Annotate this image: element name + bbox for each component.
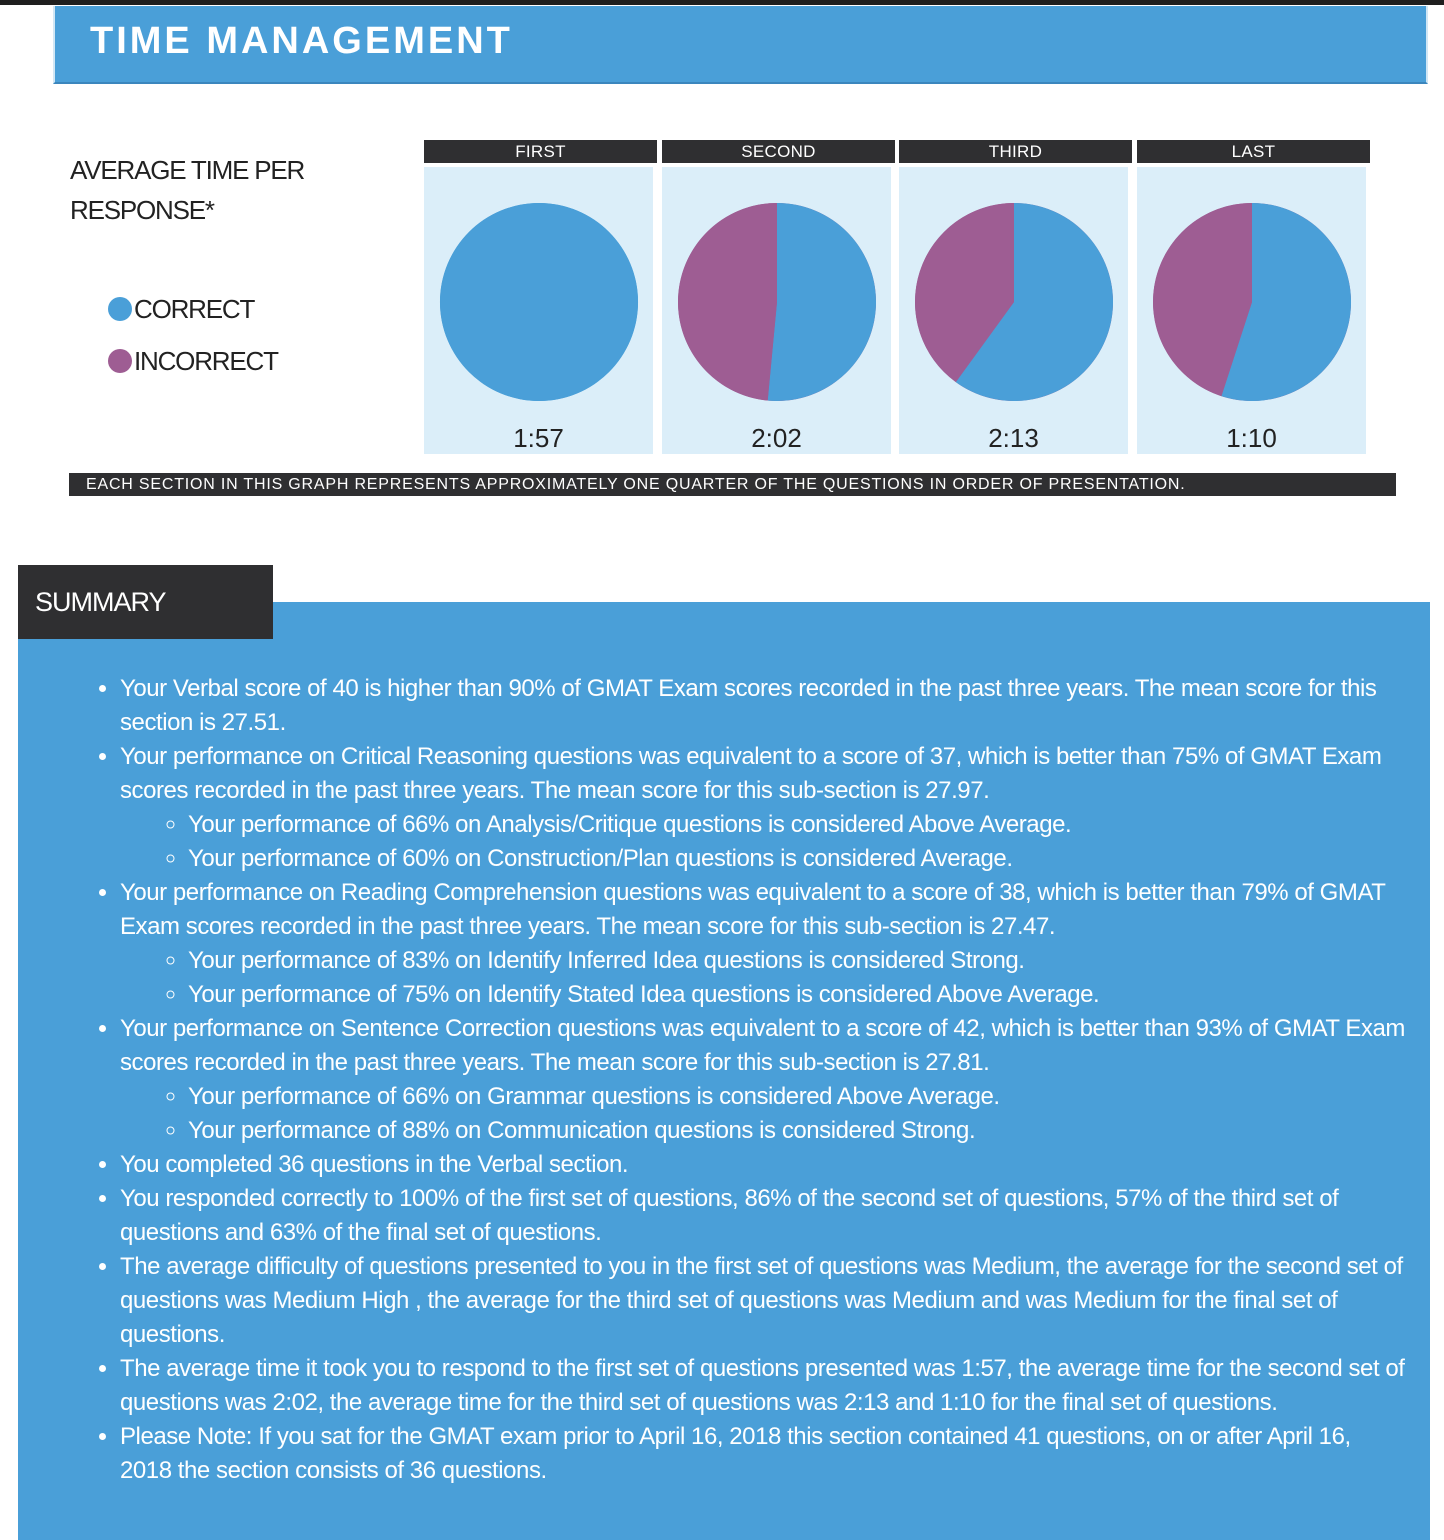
- summary-subitem: ◦ Your performance of 88% on Communication questions is considered Strong.: [188, 1114, 1405, 1148]
- graph-footnote: EACH SECTION IN THIS GRAPH REPRESENTS APPROXIMATELY ONE QUARTER OF THE QUESTIONS IN ORDER OF PRESENTATION.: [69, 473, 1396, 496]
- legend-item-incorrect: [108, 346, 278, 376]
- pie-chart-last: [1137, 167, 1366, 454]
- pie-slice-correct-second: [768, 203, 876, 401]
- summary-item-text: Please Note: If you sat for the GMAT exam prior to April 16, 2018 this section contained 41 questions, on or after April 16, 2018 the section consists of 36 questions.: [120, 1423, 1351, 1484]
- quarter-time-last: 1:10: [1226, 423, 1277, 453]
- summary-item: [120, 1012, 1405, 1148]
- time-management-header: [53, 6, 1428, 84]
- top-strip: [0, 0, 1444, 5]
- summary-item-text: Your performance on Sentence Correction questions was equivalent to a score of 42, which is better than 93% of GMAT Exam scores recorded in the past three years. The mean score for this sub-section is 27.81.: [120, 1015, 1405, 1076]
- summary-item-text: Your Verbal score of 40 is higher than 90% of GMAT Exam scores recorded in the past three years. The mean score for this section is 27.51.: [120, 675, 1377, 736]
- summary-item-text: Your performance on Critical Reasoning questions was equivalent to a score of 37, which is better than 75% of GMAT Exam scores recorded in the past three years. The mean score for this sub-section is 27.97.: [120, 743, 1382, 804]
- incorrect-dot-icon: [108, 349, 132, 373]
- summary-subitem: ◦ Your performance of 66% on Grammar questions is considered Above Average.: [188, 1080, 1405, 1114]
- correct-dot-icon: [108, 297, 132, 321]
- pie-slice-incorrect-second: [678, 203, 777, 401]
- legend-title: AVERAGE TIME PER RESPONSE*: [70, 155, 305, 225]
- legend-label-incorrect: INCORRECT: [134, 345, 278, 376]
- summary-list: [120, 672, 1405, 1488]
- summary-item-text: You responded correctly to 100% of the first set of questions, 86% of the second set of questions, 57% of the third set of questions and 63% of the final set of questions.: [120, 1185, 1339, 1246]
- pie-chart-third: [899, 167, 1128, 454]
- summary-item: [120, 876, 1405, 1012]
- summary-item: [120, 672, 1405, 740]
- summary-item: [120, 1182, 1405, 1250]
- quarter-panel-first: [424, 167, 653, 454]
- summary-item-text: You completed 36 questions in the Verbal section.: [120, 1151, 629, 1178]
- summary-sublist: [120, 808, 1405, 876]
- summary-subitem: ◦ Your performance of 75% on Identify Stated Idea questions is considered Above Average.: [188, 978, 1405, 1012]
- summary-item-text: Your performance on Reading Comprehension questions was equivalent to a score of 38, which is better than 79% of GMAT Exam scores recorded in the past three years. The mean score for this sub-section is 27.47.: [120, 879, 1385, 940]
- summary-sublist: [120, 1080, 1405, 1148]
- quarter-panel-second: [662, 167, 891, 454]
- legend-label-correct: CORRECT: [134, 293, 255, 324]
- summary-subitem: ◦ Your performance of 83% on Identify Inferred Idea questions is considered Strong.: [188, 944, 1405, 978]
- quarter-time-third: 2:13: [988, 423, 1039, 453]
- summary-item: [120, 1148, 1405, 1182]
- quarter-panel-last: [1137, 167, 1366, 454]
- quarter-time-second: 2:02: [751, 423, 802, 453]
- quarter-time-first: 1:57: [513, 423, 564, 453]
- quarter-header-first: FIRST: [424, 140, 657, 163]
- pie-chart-second: [662, 167, 891, 454]
- pie-chart-first: [424, 167, 653, 454]
- summary-item: [120, 1250, 1405, 1352]
- summary-subitem: ◦ Your performance of 60% on Construction/Plan questions is considered Average.: [188, 842, 1405, 876]
- pie-slice-correct-first: [440, 203, 638, 401]
- summary-item: [120, 1420, 1405, 1488]
- page-title: TIME MANAGEMENT: [90, 20, 513, 62]
- legend-item-correct: [108, 294, 254, 324]
- summary-tab: SUMMARY: [18, 565, 273, 639]
- summary-item-text: The average difficulty of questions presented to you in the first set of questions was Medium, the average for the second set of questions was Medium High , the average for the third set of questions was Medium and was Medium for the final set of questions.: [120, 1253, 1403, 1348]
- summary-item: [120, 740, 1405, 876]
- quarter-header-third: THIRD: [899, 140, 1132, 163]
- summary-subitem: ◦ Your performance of 66% on Analysis/Critique questions is considered Above Average.: [188, 808, 1405, 842]
- quarter-panel-third: [899, 167, 1128, 454]
- quarter-header-last: LAST: [1137, 140, 1370, 163]
- summary-item-text: The average time it took you to respond to the first set of questions presented was 1:57, the average time for the second set of questions was 2:02, the average time for the third set of questions was 2:13 and 1:10 for the final set of questions.: [120, 1355, 1405, 1416]
- summary-sublist: [120, 944, 1405, 1012]
- quarter-header-second: SECOND: [662, 140, 895, 163]
- summary-item: [120, 1352, 1405, 1420]
